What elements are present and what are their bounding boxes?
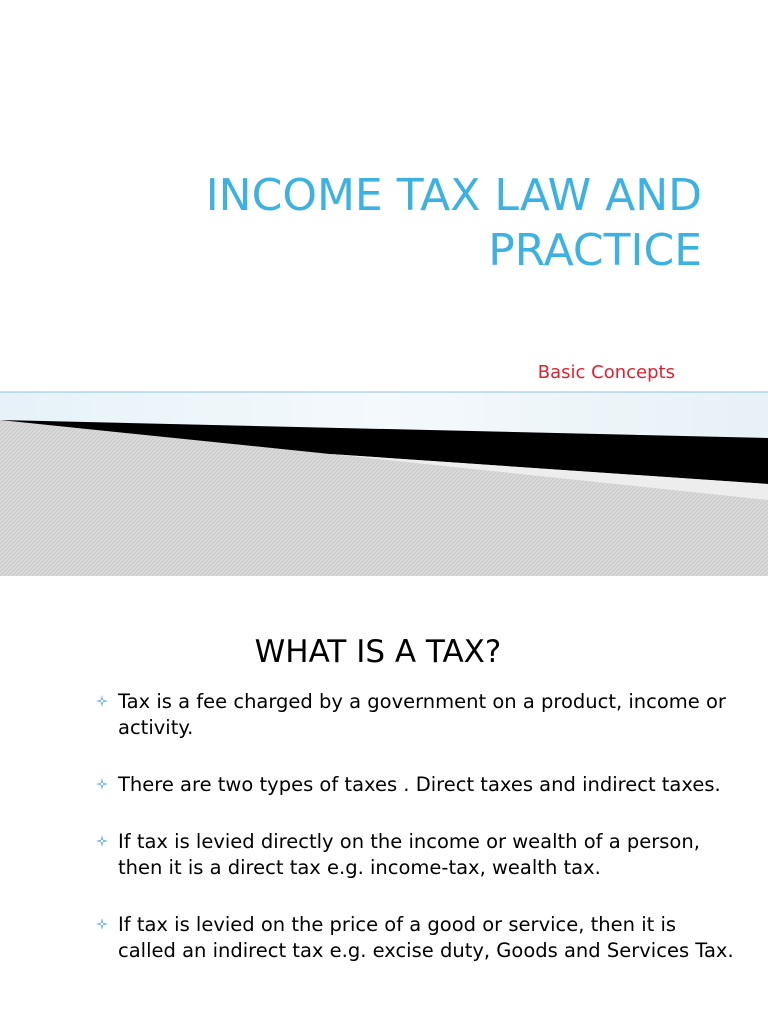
diamond-flower-bullet-icon [96,835,108,847]
title-line-2: PRACTICE [488,225,702,276]
list-item [96,829,736,881]
list-item [96,689,736,741]
diamond-flower-bullet-icon [96,695,108,707]
bullet-text: Tax is a fee charged by a government on a product, income or activity. [118,690,726,739]
heading-text: WHAT IS A TAX? [254,634,502,670]
diamond-flower-bullet-icon [96,778,108,790]
bullet-list [96,689,736,995]
bullet-text: If tax is levied on the price of a good or service, then it is called an indirect tax e.g. excise duty, Goods and Services Tax. [118,913,734,962]
bullet-text: There are two types of taxes . Direct taxes and indirect taxes. [118,773,721,796]
list-item [96,772,736,798]
title-line-1: INCOME TAX LAW AND [205,170,702,221]
list-item [96,912,736,964]
slide-heading [0,632,768,672]
diamond-flower-bullet-icon [96,918,108,930]
subtitle-line-1: Basic Concepts [537,362,675,383]
slide-title [82,168,702,278]
decorative-band [0,380,768,576]
bullet-text: If tax is levied directly on the income or wealth of a person, then it is a direct tax e.g. income-tax, wealth tax. [118,830,700,879]
